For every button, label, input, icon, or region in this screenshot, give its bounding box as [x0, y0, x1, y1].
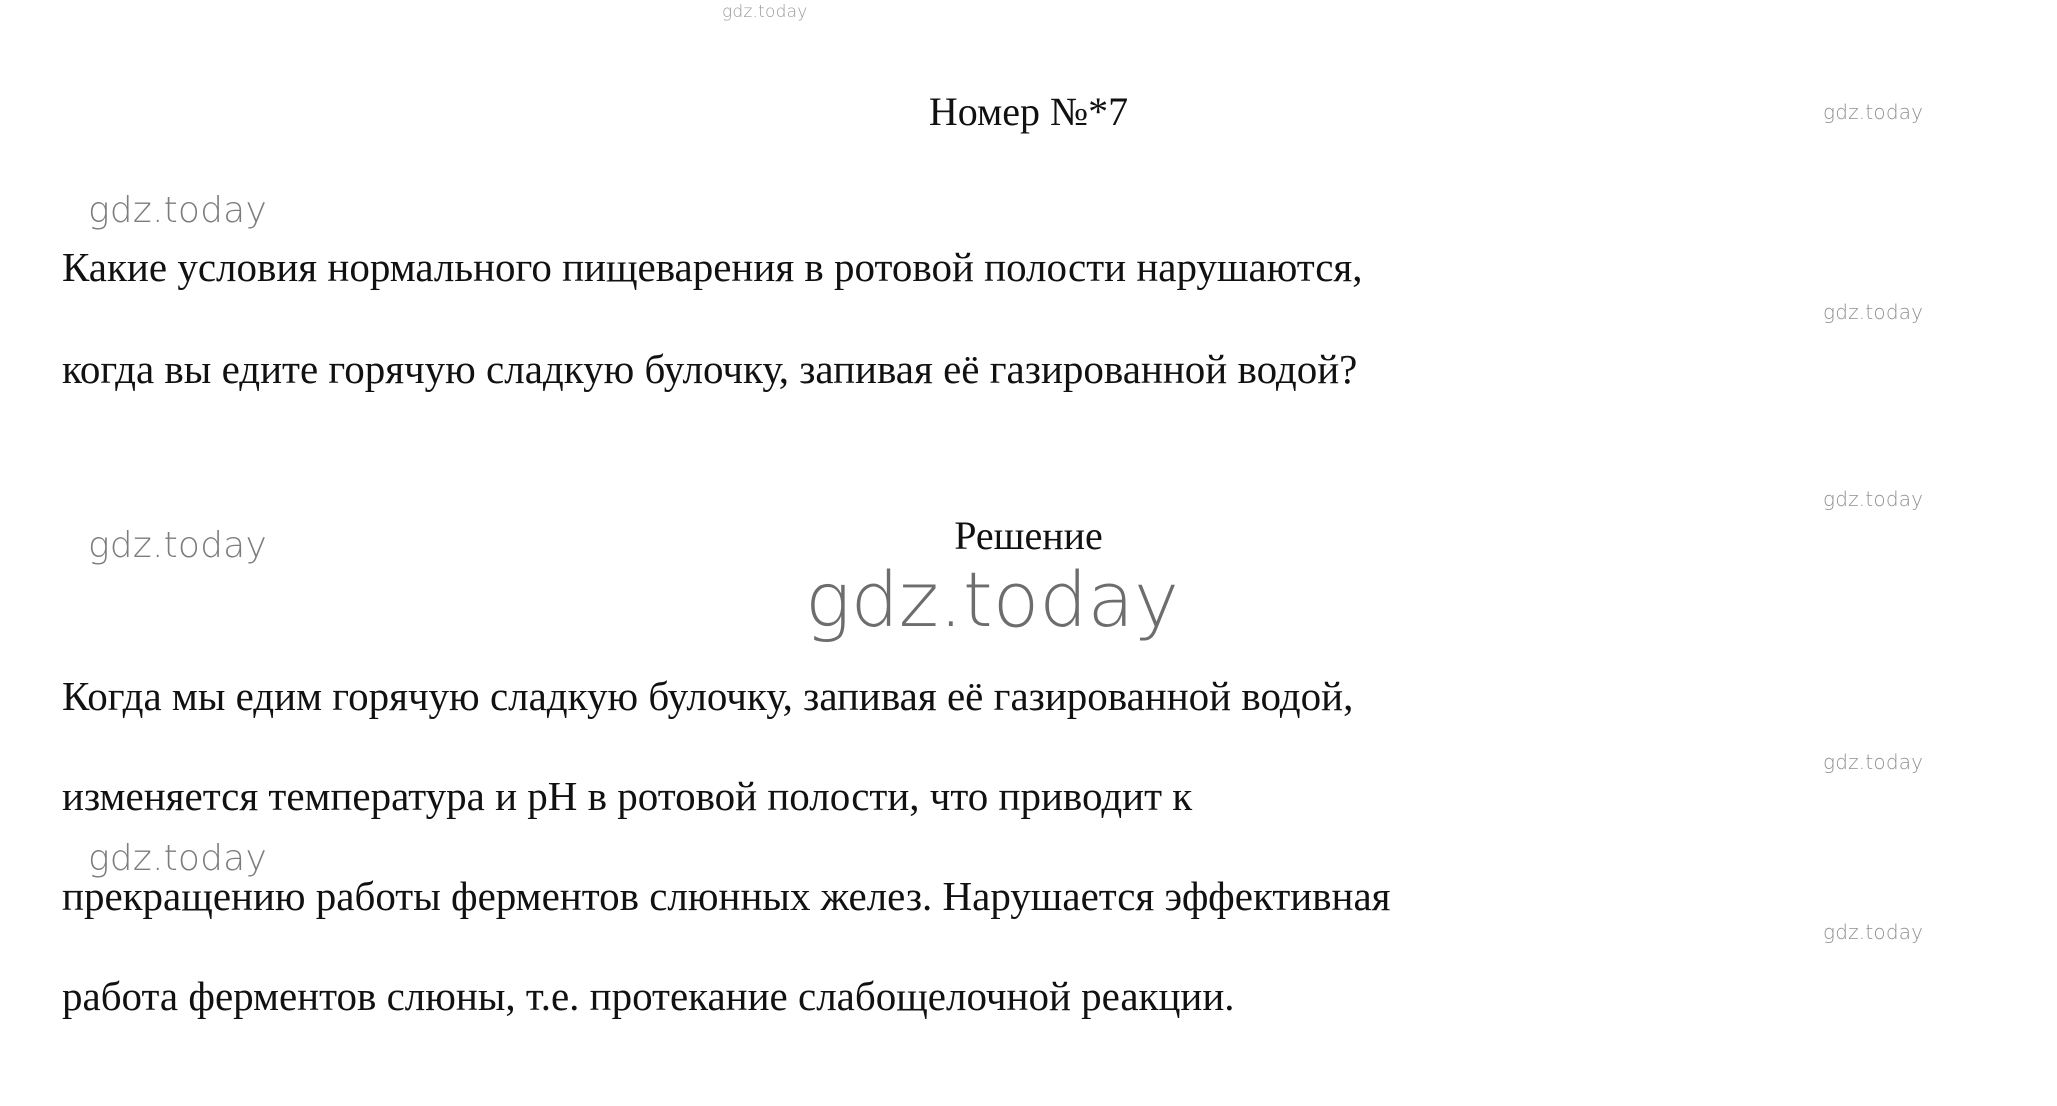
watermark-right-lower: gdz.today	[1823, 750, 1924, 774]
watermark-left-middle: gdz.today	[88, 525, 267, 566]
watermark-center-large: gdz.today	[805, 555, 1179, 644]
watermark-top-center: gdz.today	[722, 2, 808, 22]
watermark-top-right: gdz.today	[1823, 100, 1924, 124]
question-line-1: Какие условия нормального пищеварения в ротовой полости нарушаются,	[62, 244, 1363, 290]
question-line-2: когда вы едите горячую сладкую булочку, запивая её газированной водой?	[62, 346, 1358, 392]
watermark-right-middle: gdz.today	[1823, 487, 1924, 511]
answer-line-2: изменяется температура и pH в ротовой полости, что приводит к	[62, 773, 1193, 819]
page-title: Номер №*7	[928, 89, 1129, 134]
answer-line-1: Когда мы едим горячую сладкую булочку, запивая её газированной водой,	[62, 673, 1354, 719]
watermark-right-bottom: gdz.today	[1823, 920, 1924, 944]
answer-line-4: работа ферментов слюны, т.е. протекание слабощелочной реакции.	[62, 973, 1235, 1019]
watermark-right-upper: gdz.today	[1823, 300, 1924, 324]
watermark-left-upper: gdz.today	[88, 190, 267, 231]
watermark-left-lower: gdz.today	[88, 838, 267, 879]
answer-line-3: прекращению работы ферментов слюнных желез. Нарушается эффективная	[62, 873, 1391, 919]
solution-heading: Решение	[954, 513, 1103, 558]
